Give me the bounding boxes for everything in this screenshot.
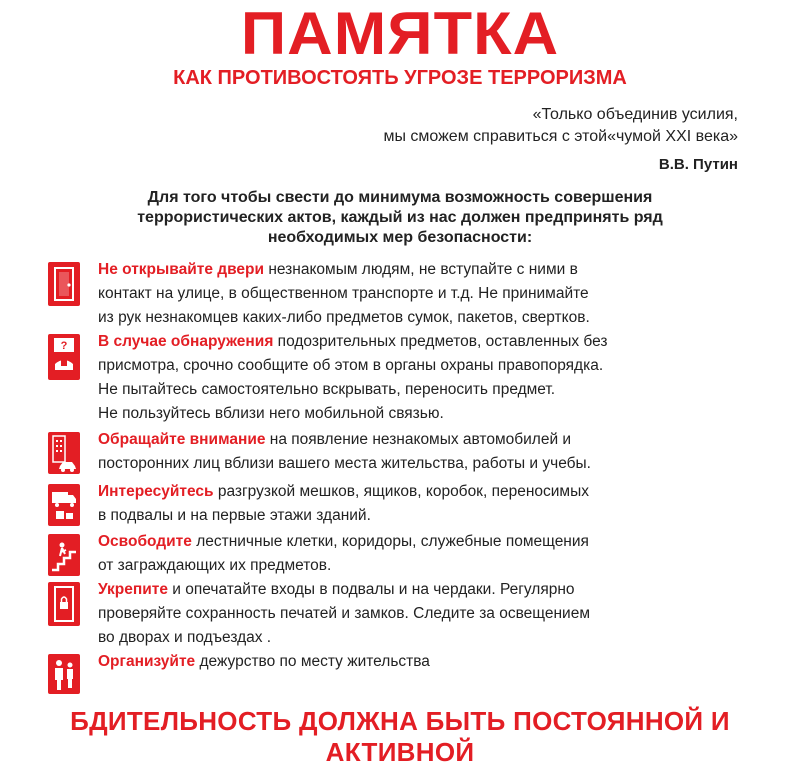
advice-first-line: и опечатайте входы в подвалы и на чердаки. Регулярно: [168, 581, 575, 598]
advice-highlight: Интересуйтесь: [98, 483, 214, 500]
advice-text: [98, 428, 738, 476]
advice-first-line: на появление незнакомых автомобилей и: [265, 431, 572, 448]
slogan: БДИТЕЛЬНОСТЬ ДОЛЖНА БЫТЬ ПОСТОЯННОЙ И АКТИВНОЙ: [70, 706, 730, 767]
advice-first-line: лестничные клетки, коридоры, служебные помещения: [191, 533, 589, 550]
quote-line-1: «Только объединив усилия,: [532, 106, 738, 123]
quote-author: В.В. Путин: [658, 156, 738, 173]
advice-text: [98, 578, 738, 650]
truck-boxes-icon: [48, 484, 80, 526]
intro-line-3: необходимых мер безопасности:: [267, 229, 533, 246]
advice-first-line: дежурство по месту жительства: [195, 653, 430, 670]
advice-text: [98, 258, 738, 330]
advice-line: Не пользуйтесь вблизи него мобильной связью.: [98, 405, 444, 422]
lock-door-icon: [48, 582, 80, 626]
advice-line: в подвалы и на первые этажи зданий.: [98, 507, 371, 524]
advice-highlight: Не открывайте двери: [98, 261, 265, 278]
advice-text: [98, 330, 738, 426]
advice-first-line: разгрузкой мешков, ящиков, коробок, переносимых: [213, 483, 589, 500]
intro-paragraph: [100, 188, 700, 248]
advice-text: [98, 650, 738, 674]
advice-highlight: В случае обнаружения: [98, 333, 274, 350]
building-car-icon: [48, 432, 80, 474]
advice-highlight: Организуйте: [98, 653, 196, 670]
page-title: ПАМЯТКА: [240, 0, 560, 67]
patrol-icon: [48, 654, 80, 694]
intro-line-1: Для того чтобы свести до минимума возможность совершения: [147, 189, 653, 206]
quote-line-2: мы сможем справиться с этой«чумой XXI века»: [383, 128, 738, 145]
advice-text: [98, 480, 738, 528]
advice-highlight: Обращайте внимание: [98, 431, 266, 448]
advice-line: проверяйте сохранность печатей и замков. Следите за освещением: [98, 605, 590, 622]
advice-first-line: подозрительных предметов, оставленных без: [273, 333, 608, 350]
advice-highlight: Укрепите: [98, 581, 168, 598]
intro-line-2: террористических актов, каждый из нас должен предпринять ряд: [137, 209, 663, 226]
advice-line: из рук незнакомцев каких-либо предметов сумок, пакетов, свертков.: [98, 309, 590, 326]
door-icon: [48, 262, 80, 306]
advice-line: посторонних лиц вблизи вашего места жительства, работы и учебы.: [98, 455, 591, 472]
advice-highlight: Освободите: [98, 533, 192, 550]
advice-line: Не пытайтесь самостоятельно вскрывать, переносить предмет.: [98, 381, 556, 398]
advice-line: во дворах и подъездах .: [98, 629, 272, 646]
advice-first-line: незнакомым людям, не вступайте с ними в: [264, 261, 578, 278]
advice-line: присмотра, срочно сообщите об этом в органы охраны правопорядка.: [98, 357, 604, 374]
advice-line: от заграждающих их предметов.: [98, 557, 332, 574]
stairs-icon: [48, 534, 80, 576]
phone-alert-icon: [48, 334, 80, 380]
advice-text: [98, 530, 738, 578]
quote: [383, 104, 738, 148]
page-subtitle: КАК ПРОТИВОСТОЯТЬ УГРОЗЕ ТЕРРОРИЗМА: [173, 67, 627, 89]
advice-line: контакт на улице, в общественном транспорте и т.д. Не принимайте: [98, 285, 589, 302]
svg-text:?: ?: [60, 340, 68, 352]
